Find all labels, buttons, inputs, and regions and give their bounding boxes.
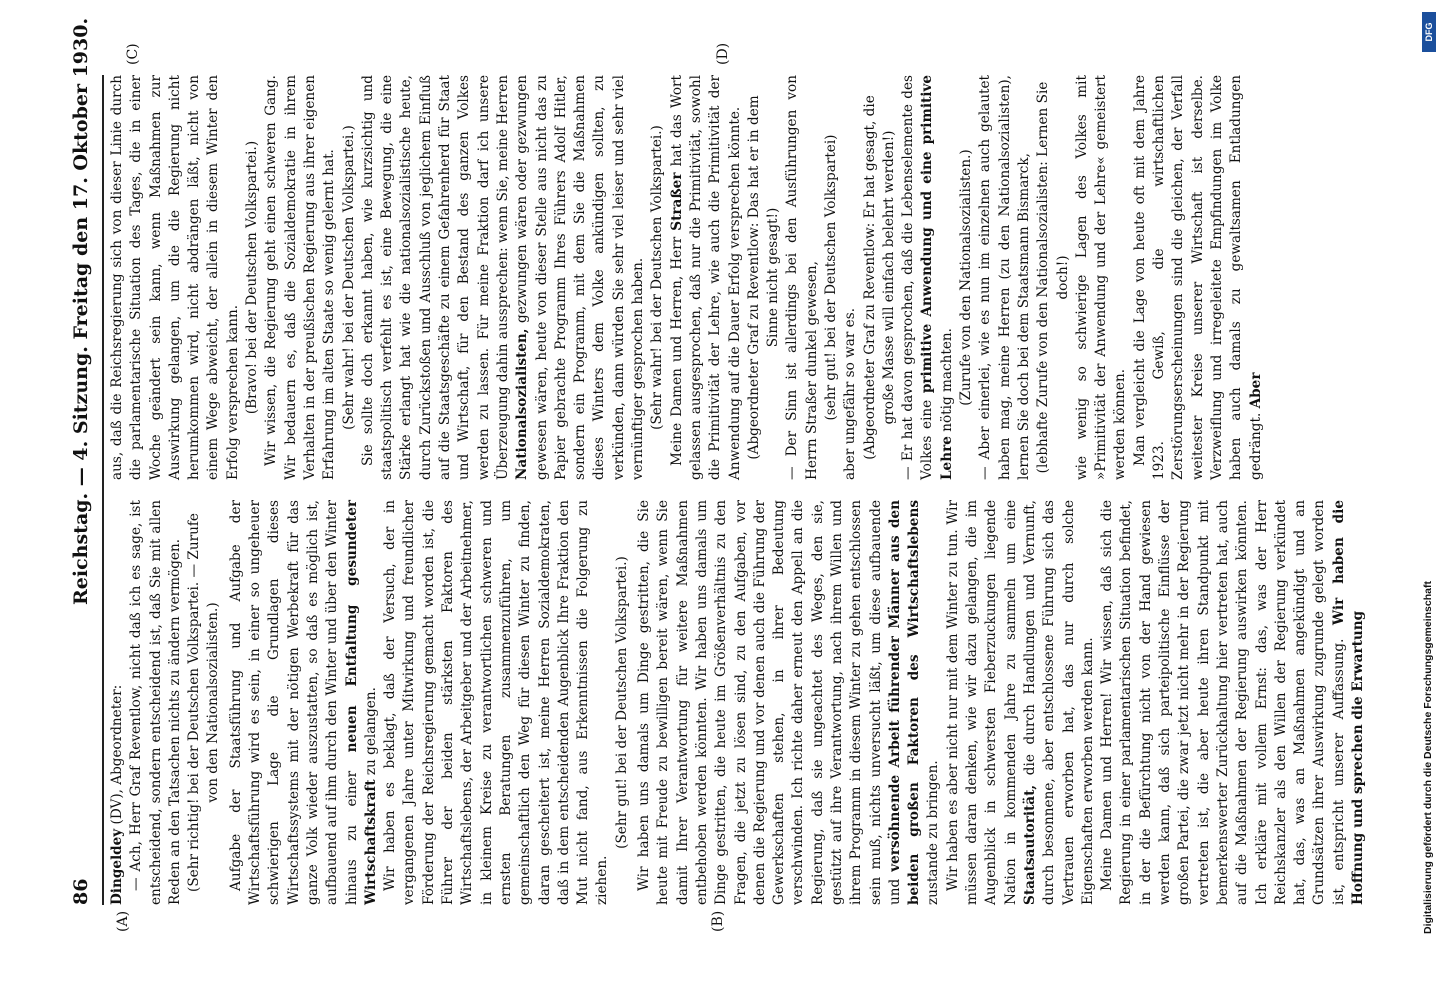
paragraph: Wir haben uns damals um Dinge gestritten, die Sie heute mit Freude zu bewilligen bereit wären, wenn Sie damit Ihrer Verantwortung für weitere Maßnahmen entbehoben werden könnten. Wir haben uns damals um Dinge gestritten, die heute im Größenverhältnis zu den Fragen, die jetzt zu lösen sind, zu den Aufgaben, vor denen die Regierung und vor denen auch die Führung der Gewerkschaften stehen, in ihrer Bedeutung verschwinden. Ich richte daher erneut den Appell an die Regierung, daß sie ungeachtet des Weges, den sie, gestützt auf ihre Verantwortung, nach ihrem Willen und ihrem Programm in diesem Winter zu gehen entschlossen sein muß, nichts unversucht läßt, um diese aufbauende und versöhnende Arbeit führender Männer aus den beiden großen Faktoren des Wirtschaftslebens zustande zu bringen. — [636, 500, 942, 905]
paragraph: Wir haben es aber nicht nur mit dem Winter zu tun. Wir müssen daran denken, wie wir dazu gelangen, die im Augenblick in schwersten Fieberzuckungen liegende Nation in kommenden Jahre zu sammeln um eine Staatsautorität, die durch Handlungen und Vernunft, durch besonnene, aber entschlossene Führung sich das Vertrauen erworben hat, das nur durch solche Eigenschaften erworben werden kann. — [944, 500, 1096, 905]
interjection: (Sehr gut! bei der Deutschen Volkspartei.) — [613, 556, 630, 849]
page-number: 86 — [70, 878, 92, 905]
interjection: (Zurufe von den Nationalsozialisten.) — [958, 149, 975, 406]
interjection: (Sehr wahr! bei der Deutschen Volkspartei.) — [340, 125, 357, 430]
paragraph: Wir wissen, die Regierung geht einen schweren Gang. Wir bedauern es, daß die Sozialdemokratie in ihrem Verhalten in der preußischen Regierung aus ihrer eigenen Erfahrung im alten Staate so wenig gelernt hat. — [263, 75, 338, 480]
interjection: (lebhafte Zurufe von den Nationalsozialisten: Lernen Sie doch!) — [1035, 81, 1071, 474]
paragraph: Sie sollte doch erkannt haben, wie kurzsichtig und staatspolitisch verfehlt es ist, eine Bewegung, die eine Stärke erlangt hat wie die nationalsozialistische heute, durch Zurückstoßen und Ausschluß von jeglichem Einfluß auf die Staatsgeschäfte zu einem Gefahrenherd für Staat und Wirtschaft, für den Bestand des ganzen Volkes werden zu lassen. Für meine Fraktion darf ich unsere Überzeugung dahin aussprechen: wenn Sie, meine Herren Nationalsozialisten, gezwungen wären oder gezwungen gewesen wären, heute von dieser Stelle aus nicht das zu Papier gebrachte Programm Ihres Führers Adolf Hitler, sondern ein Programm, mit dem Sie die Maßnahmen dieses Winters dem Volke ankündigen sollten, zu verkünden, dann würden Sie sehr viel leiser und sehr viel vernünftiger gesprochen haben. — [359, 75, 647, 480]
margin-mark-a: (A) — [115, 910, 131, 932]
interjection: (sehr gut! bei der Deutschen Volkspartei) — [822, 134, 839, 421]
paragraph: Meine Damen und Herren, Herr Straßer hat das Wort gelassen ausgesprochen, daß nur die Primitivität, sowohl die Primitivität der Lehre, wie auch die Primitivität der Anwendung auf die Dauer Erfolg versprechen könnte. — [668, 74, 743, 480]
paragraph: — Er hat davon gesprochen, daß die Lebenselemente des Volkes eine primitive Anwendung und eine primitive Lehre nötig machten. — [900, 75, 955, 480]
paragraph: Meine Damen und Herren! Wir wissen, daß sich die Regierung in einer parlamentarischen Situation befindet, in der die Befürchtung nicht von der Hand gewiesen werden kann, daß sich parteipolitische Einflüsse der großen Partei, die zwar jetzt nicht mehr in der Regierung vertreten ist, die aber heute ihren Standpunkt mit bemerkenswerter Zurückhaltung hier vertreten hat, auch auf die Maßnahmen der Regierung auswirken könnten. Ich erkläre mit vollem Ernst: das, was der Herr Reichskanzler als den Willen der Regierung verkündet hat, das, was an Maßnahmen angekündigt und an Grundsätzen ihrer Auswirkung zugrunde gelegt worden ist, entspricht unserer Auffassung. Wir haben die Hoffnung und sprechen die Erwartung — [1099, 500, 1366, 905]
speaker-party: (DV), Abgeordneter: — [109, 684, 125, 825]
paragraph: — Der Sinn ist allerdings bei den Ausführungen von Herrn Straßer dunkel gewesen, — [784, 75, 820, 480]
paragraph: wie wenig so schwierige Lagen des Volkes mit »Primitivität der Anwendung und der Lehre« gemeistert werden können. — [1073, 75, 1129, 480]
paragraph: — Ach, Herr Graf Reventlow, nicht daß ich es sage, ist entscheidend, sondern entscheidend ist, daß Sie mit allen Reden an den Tatsachen nichts zu ändern vermögen. — [128, 500, 183, 905]
margin-mark-b: (B) — [710, 910, 726, 932]
paragraph: — Aber einerlei, wie es nun im einzelnen auch gelautet haben mag, meine Herren (zu den Nationalsozialisten), lernen Sie doch bei dem Staatsmann Bismarck, — [977, 75, 1032, 480]
interjection: (Sehr wahr! bei der Deutschen Volkspartei.) — [649, 125, 666, 430]
speaker-line — [108, 500, 127, 905]
margin-mark-d: (D) — [715, 42, 731, 65]
right-column — [108, 75, 1298, 480]
interjection: (Bravo! bei der Deutschen Volkspartei.) — [244, 140, 261, 415]
interjection: (Sehr richtig! bei der Deutschen Volkspartei. — Zurufe von den Nationalsozialisten.) — [186, 513, 222, 892]
page-header — [70, 17, 98, 905]
paragraph: Aufgabe der Staatsführung und Aufgabe der Wirtschaftsführung wird es sein, in einer so ungeheuer schwierigen Lage die Grundlagen dieses Wirtschaftssystems mit der nötigen Werbekraft für das ganze Volk wieder auszustatten, so daß es möglich ist, aufbauend auf ihm durch den Winter und über den Winter hinaus zu einer neuen Entfaltung gesundeter Wirtschaftskraft zu gelangen. — [227, 499, 379, 905]
speaker-name: Dingeldey — [109, 828, 125, 905]
dfg-logo: DFG — [1422, 12, 1436, 52]
interjection: (Abgeordneter Graf zu Reventlow: Er hat gesagt, die große Masse will einfach belehrt werden!) — [861, 95, 897, 460]
paragraph: Man vergleicht die Lage von heute oft mit dem Jahre 1923. Gewiß, die wirtschaftlichen Zerstörungserscheinungen sind die gleichen, der Verfall weitester Kreise unserer Wirtschaft ist derselbe. Verzweiflung und irregeleitete Empfindungen im Volke haben auch damals zu gewaltsamen Entladungen gedrängt. Aber — [1131, 75, 1264, 480]
interjection: (Abgeordneter Graf zu Reventlow: Das hat er in dem Sinne nicht gesagt!) — [745, 95, 782, 460]
dfg-credit — [1422, 12, 1436, 992]
left-column — [108, 499, 1366, 905]
page-title: Reichstag. — 4. Sitzung. Freitag den 17. Oktober 1930. — [70, 17, 92, 605]
paragraph: aus, daß die Reichsregierung sich von dieser Linie durch die parlamentarische Situation des Tages, die in einer Woche geändert sein kann, wenn Maßnahmen zur Auswirkung gelangen, um die die Regierung nicht herumkommen wird, nicht abdrängen läßt, nicht von einem Wege abweicht, der allein in diesem Winter den Erfolg versprechen kann. — [109, 75, 241, 480]
paragraph: aber ungefähr so war es. — [842, 307, 859, 480]
header-rule — [102, 75, 104, 905]
margin-mark-c: (C) — [125, 43, 141, 65]
credit-text: Digitalisierung gefördert durch die Deutsche Forschungsgemeinschaft — [1422, 581, 1434, 934]
paragraph: Wir haben es beklagt, daß der Versuch, der in vergangenen Jahre unter Mitwirkung und freundlicher Förderung der Reichsregierung gemacht worden ist, die Führer der beiden stärksten Faktoren des Wirtschaftslebens, der Arbeitgeber und der Arbeitnehmer, in kleinem Kreise zu verantwortlichen schweren und ernsten Beratungen zusammenzuführen, um gemeinschaftlich den Weg für diesen Winter zu finden, daran gescheitert ist, meine Herren Sozialdemokraten, daß in dem entscheidenden Augenblick Ihre Fraktion den Mut nicht fand, aus Erkenntnissen die Folgerung zu ziehen. — [382, 500, 611, 905]
